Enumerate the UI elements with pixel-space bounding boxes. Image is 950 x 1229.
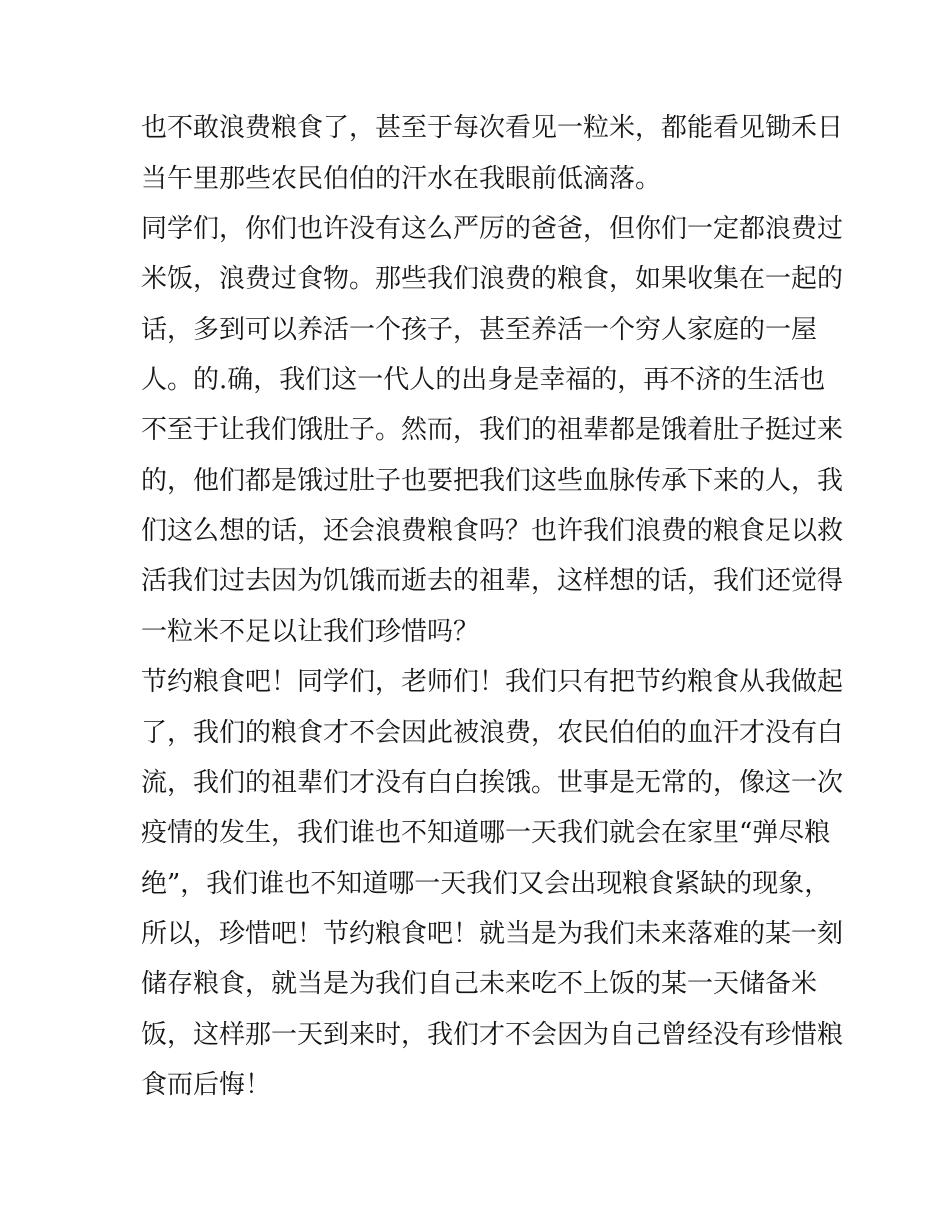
text-line: 活我们过去因为饥饿而逝去的祖辈，这样想的话，我们还觉得 (141, 566, 844, 596)
text-line: 绝”，我们谁也不知道哪一天我们又会出现粮食紧缺的现象， (141, 869, 831, 899)
text-line: 当午里那些农民伯伯的汗水在我眼前低滴落。 (141, 164, 662, 194)
text-line: 米饭，浪费过食物。那些我们浪费的粮食，如果收集在一起的 (141, 264, 844, 294)
text-line: 食而后悔！ (141, 1070, 272, 1100)
text-line: 一粒米不足以让我们珍惜吗？ (141, 617, 480, 647)
text-line: 饭，这样那一天到来时，我们才不会因为自己曾经没有珍惜粮 (141, 1020, 844, 1050)
text-line: 的，他们都是饿过肚子也要把我们这些血脉传承下来的人，我 (141, 466, 844, 496)
text-line: 节约粮食吧！同学们，老师们！我们只有把节约粮食从我做起 (141, 667, 844, 697)
text-line: 疫情的发生，我们谁也不知道哪一天我们就会在家里“弹尽粮 (141, 818, 831, 848)
text-line: 流，我们的祖辈们才没有白白挨饿。世事是无常的，像这一次 (141, 768, 844, 798)
text-line: 同学们，你们也许没有这么严厉的爸爸，但你们一定都浪费过 (141, 214, 844, 244)
text-line: 话，多到可以养活一个孩子，甚至养活一个穷人家庭的一屋 (141, 315, 818, 345)
text-line: 人。的.确，我们这一代人的出身是幸福的，再不济的生活也 (141, 365, 826, 395)
text-line: 也不敢浪费粮食了，甚至于每次看见一粒米，都能看见锄禾日 (141, 113, 844, 143)
text-line: 们这么想的话，还会浪费粮食吗？也许我们浪费的粮食足以救 (141, 516, 844, 546)
text-line: 不至于让我们饿肚子。然而，我们的祖辈都是饿着肚子挺过来 (141, 415, 844, 445)
text-line: 了，我们的粮食才不会因此被浪费，农民伯伯的血汗才没有白 (141, 718, 844, 748)
text-line: 所以，珍惜吧！节约粮食吧！就当是为我们未来落难的某一刻 (141, 919, 844, 949)
text-line: 储存粮食，就当是为我们自己未来吃不上饭的某一天储备米 (141, 969, 818, 999)
